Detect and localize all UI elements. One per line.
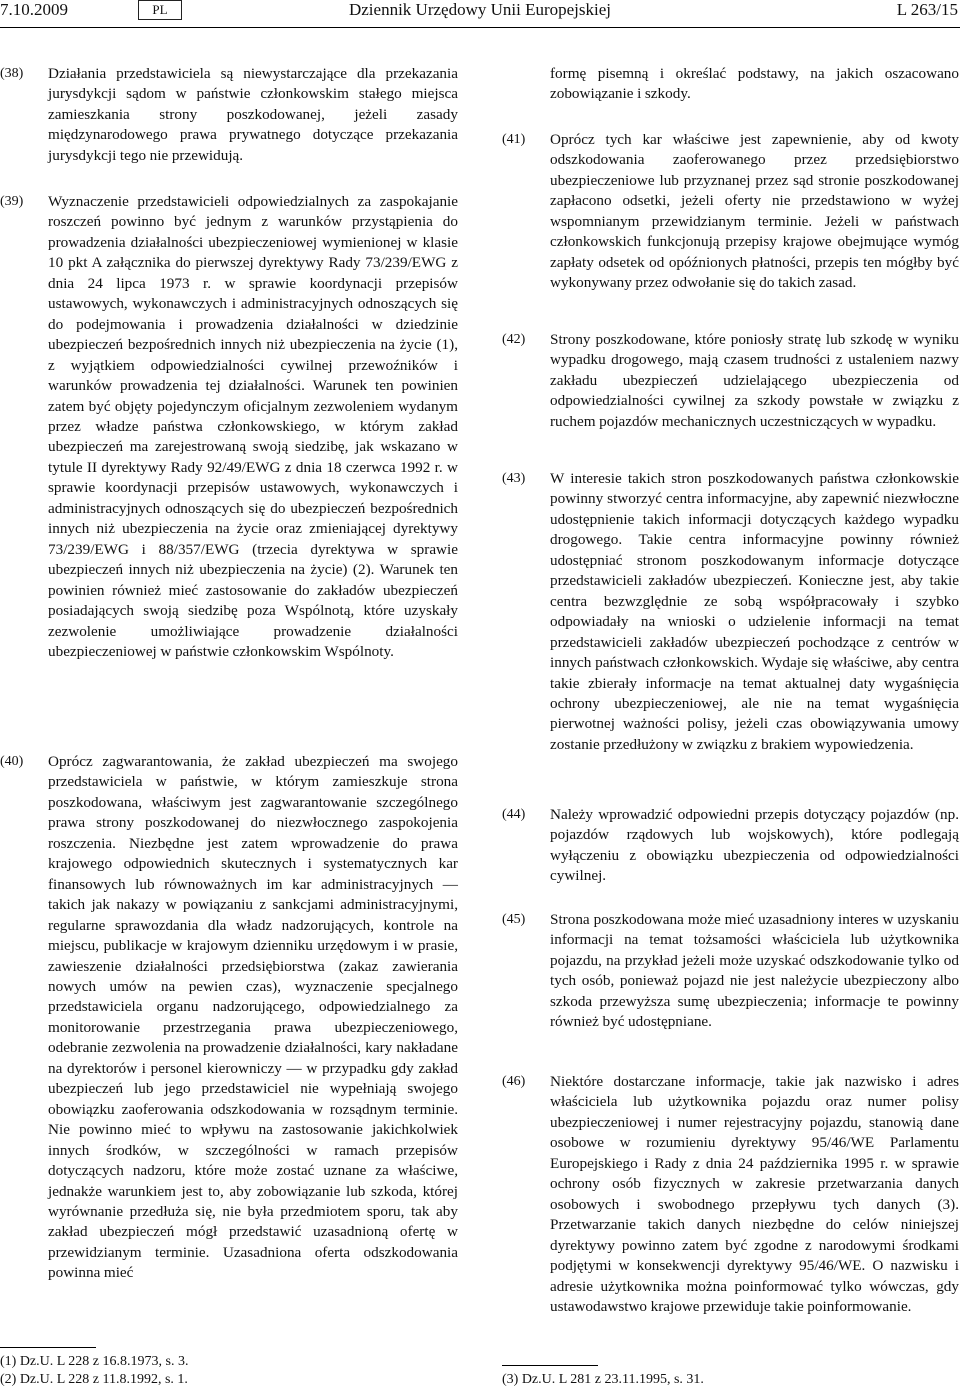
recital-number: (38) [0, 66, 24, 81]
footnote-rule-left [0, 1347, 96, 1348]
recital-text: Wyznaczenie przedstawicieli odpowiedzialnych za zaspokajanie roszczeń powinno być jednym z warunków przystąpienia do prowadzenia działalności ubezpieczeniowej wymienionej w klasie 10 pkt A załącznika do pierwszej dyrektywy Rady 73/239/EWG z dnia 24 lipca 1973 r. w sprawie koordynacji przepisów ustawowych, wykonawczych i administracyjnych odnoszących się do podejmowania i prowadzenia działalności w dziedzinie ubezpieczeń bezpośrednich innych niż ubezpieczenia na życie (1), z wyjątkiem odpowiedzialności cywilnej przewoźników i warunków prowadzenia tej działalności. Warunek ten powinien zatem być objęty pojedynczym oficjalnym zezwoleniem wydanym przez władze państwa członkowskiego, w którym zakład ubezpieczeń ma zarejestrowaną swoją siedzibę, jak wskazano w tytule II dyrektywy Rady 92/49/EWG z dnia 18 czerwca 1992 r. w sprawie koordynacji przepisów ustawowych, wykonawczych i administracyjnych odnoszących się do ubezpieczeń bezpośrednich innych niż ubezpieczenia na życie oraz zmieniającej dyrektywy 73/239/EWG i 88/357/EWG (trzecia dyrektywa w sprawie ubezpieczeń innych niż ubezpieczenia na życie) (2). Warunek ten powinien również mieć zastosowanie do zakładów ubezpieczeń posiadających swoją siedzibę poza Wspólnotą, które uzyskały zezwolenie umożliwiające prowadzenie działalności ubezpieczeniowej w państwie członkowskim Wspólnoty. [48, 193, 458, 660]
footnote-1: (1) Dz.U. L 228 z 16.8.1973, s. 3. [0, 1354, 189, 1369]
footnote-2: (2) Dz.U. L 228 z 11.8.1992, s. 1. [0, 1372, 188, 1387]
recital-number: (45) [502, 912, 526, 927]
language-badge: PL [138, 0, 182, 20]
recital-text: Oprócz tych kar właściwe jest zapewnienie, aby od kwoty odszkodowania zaoferowanego przez przedsiębiorstwo ubezpieczeniowe lub przyznanej przez sąd stronie poszkodowanej zapłacono odsetki, jeżeli oferty nie przedstawiono w wyżej wspomnianym przewidzianym terminie. Jeżeli w państwach członkowskich funkcjonują przepisy krajowe obejmujące wymóg zapłaty odsetek od opóźnionych płatności, przepis ten mógłby być wykonywany przez odwołanie się do takich zasad. [550, 131, 959, 292]
header-date: 7.10.2009 [0, 0, 68, 19]
page-number: L 263/15 [896, 0, 958, 19]
recital-number: (39) [0, 194, 24, 209]
recital-number: (42) [502, 332, 526, 347]
recital-text: Strony poszkodowane, które poniosły stratę lub szkodę w wyniku wypadku drogowego, mają czasem trudności z ustaleniem nazwy zakładu ubezpieczeń udzielającego ubezpieczenia od odpowiedzialności cywilnej za szkody powstałe w związku z ruchem pojazdów mechanicznych uczestniczących w wypadku. [550, 331, 959, 430]
recital-number: (46) [502, 1074, 526, 1089]
header-rule [0, 27, 960, 28]
recital-number: (40) [0, 754, 24, 769]
footnote-rule-right [502, 1365, 598, 1366]
recital-number: (44) [502, 807, 526, 822]
recital-text: Niektóre dostarczane informacje, takie jak nazwisko i adres właściciela lub użytkownika pojazdu oraz numer polisy ubezpieczeniowej i numer rejestracyjny pojazdu, stanowią dane osobowe w rozumieniu dyrektywy 95/46/WE Parlamentu Europejskiego i Rady z dnia 24 października 1995 r. w sprawie ochrony osób fizycznych w zakresie przetwarzania danych osobowych i swobodnego przepływu tych danych (3). Przetwarzanie takich danych niezbędne do celów niniejszej dyrektywy powinno zatem być zgodne z narodowymi środkami podjętymi w konsekwencji dyrektywy 95/46/WE. O nazwisku i adresie użytkownika można poinformować tylko wówczas, gdy ustawodawstwo krajowe przewiduje takie poinformowanie. [550, 1073, 959, 1315]
recital-text: Strona poszkodowana może mieć uzasadniony interes w uzyskaniu informacji na temat tożsamości właściciela lub użytkownika pojazdu, na przykład jeżeli może uzyskać odszkodowanie tylko od tych osób, ponieważ pojazd nie jest należycie ubezpieczony albo szkoda przewyższa sumę ubezpieczenia; informacje te powinny również być udostępniane. [550, 911, 959, 1031]
recital-text: Działania przedstawiciela są niewystarczające dla przekazania jurysdykcji sądom w państwie członkowskim stałego miejsca zamieszkania strony poszkodowanej, jeżeli zasady międzynarodowego prawa prywatnego dotyczące przekazania jurysdykcji tego nie przewidują. [48, 65, 458, 164]
recital-text: Oprócz zagwarantowania, że zakład ubezpieczeń ma swojego przedstawiciela w państwie, w którym zamieszkuje strona poszkodowana, właściwym jest zagwarantowanie szczególnego prawa strony poszkodowanej do niezwłocznego zaspokojenia roszczenia. Niezbędne jest zatem wprowadzenie do prawa krajowego odpowiednich skutecznych i systematycznych kar finansowych lub równoważnych im kar administracyjnych — takich jak nakazy w powiązaniu z sankcjami administracyjnymi, regularne sprawozdania dla władz nadzorujących, kontrole na miejscu, publikacje w krajowym dzienniku urzędowym i w prasie, zawieszenie działalności przedsiębiorstwa (zakaz zawierania nowych umów na pewien czas), wyznaczenie specjalnego przedstawiciela organu nadzorującego, odpowiedzialnego za monitorowanie przestrzegania prawa ubezpieczeniowego, odebranie zezwolenia na prowadzenie działalności, kary nakładane na dyrektorów i personel kierowniczy — w przypadku gdy zakład ubezpieczeń lub jego przedstawiciel nie wypełniają swojego obowiązku zaoferowania odszkodowania w rozsądnym terminie. Nie powinno mieć to wpływu na zastosowanie jakichkolwiek innych środków, w szczególności w ramach przepisów dotyczących nadzoru, które może zostać uznane za właściwe, jednakże warunkiem jest to, aby zobowiązanie lub szkoda, której wyrównanie przedłuża się, nie była przedmiotem sporu, tak aby zakład ubezpieczeń mógł przedstawić uzasadnioną ofertę w przewidzianym terminie. Uzasadniona oferta odszkodowania powinna mieć [48, 753, 458, 1282]
recital-text: W interesie takich stron poszkodowanych państwa członkowskie powinny stworzyć centra informacyjne, aby zapewnić niezwłoczne udostępnienie takich informacji dotyczących każdego wypadku drogowego. Takie centra informacyjne powinny również udostępniać stronom poszkodowanym informacje dotyczące przedstawicieli zakładów ubezpieczeń. Konieczne jest, aby takie centra bezwzględnie ze sobą współpracowały i szybko odpowiadały na wnioski o udzielenie informacji na temat przedstawicieli zakładów ubezpieczeń pochodzące z centrów w innych państwach członkowskich. Wydaje się właściwe, aby centra takie zbierały informacje na temat aktualnej daty wygaśnięcia ochrony ubezpieczeniowej, ale nie na temat wygaśnięcia pierwotnej ważności polisy, jeżeli czas obowiązywania umowy zostanie przedłużony w związku z brakiem wypowiedzenia. [550, 470, 959, 753]
recital-text: formę pisemną i określać podstawy, na jakich oszacowano zobowiązanie i szkody. [550, 65, 959, 103]
page-header [0, 0, 960, 24]
recital-number: (43) [502, 471, 526, 486]
journal-title: Dziennik Urzędowy Unii Europejskiej [348, 0, 611, 19]
recital-text: Należy wprowadzić odpowiedni przepis dotyczący pojazdów (np. pojazdów rządowych lub wojskowych), które podlegają wyłączeniu z obowiązku ubezpieczenia od odpowiedzialności cywilnej. [550, 806, 959, 885]
recital-number: (41) [502, 132, 526, 147]
footnote-3: (3) Dz.U. L 281 z 23.11.1995, s. 31. [502, 1372, 704, 1387]
